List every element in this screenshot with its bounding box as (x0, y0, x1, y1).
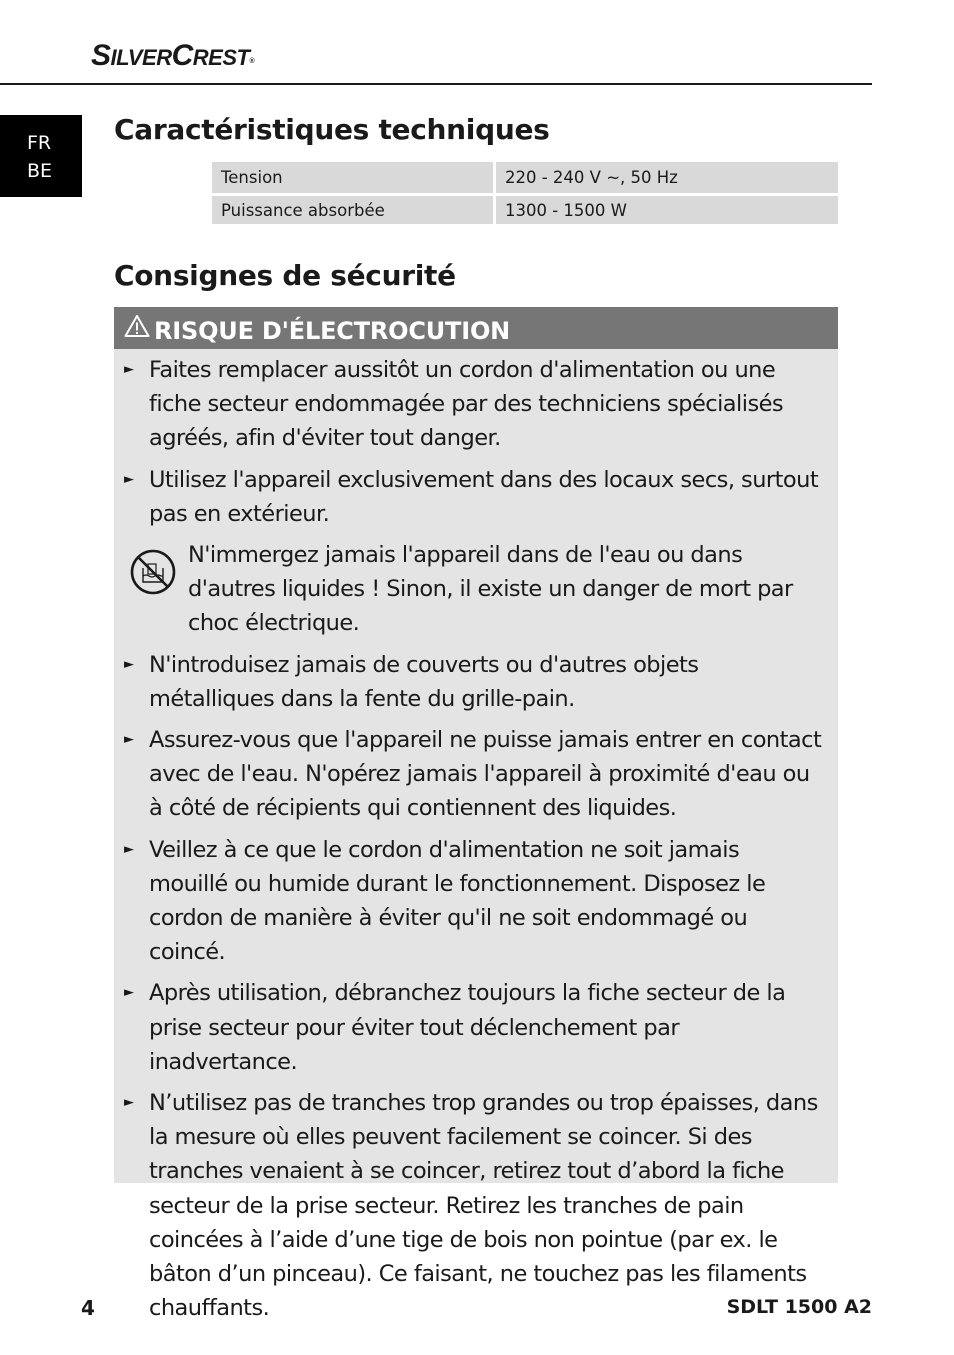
brand-crest: REST (192, 45, 250, 70)
list-item (122, 833, 824, 970)
table-row (212, 162, 838, 193)
list-item-text: N'introduisez jamais de couverts ou d'autres objets métalliques dans la fente du grille-pain. (149, 651, 699, 712)
list-item (122, 1086, 824, 1325)
warning-triangle-icon (124, 314, 150, 338)
page-number: 4 (81, 1296, 95, 1320)
warning-header (114, 307, 838, 349)
brand-logo (91, 38, 254, 76)
list-item-text: Faites remplacer aussitôt un cordon d'alimentation ou une fiche secteur endommagée par des techniciens spécialisés agréés, afin d'éviter tout danger. (149, 357, 784, 452)
tech-specs-table (212, 162, 838, 224)
list-item (122, 976, 824, 1079)
list-item-text: N'immergez jamais l'appareil dans de l'eau ou dans d'autres liquides ! Sinon, il existe un danger de mort par choc électrique. (188, 542, 793, 637)
list-item (122, 538, 824, 641)
brand-letter-s: S (91, 39, 111, 72)
spec-value: 1300 - 1500 W (496, 193, 838, 224)
bullet-arrow-icon: ► (124, 471, 134, 487)
brand-registered-mark: ® (249, 58, 255, 65)
language-code-fr: FR (27, 132, 52, 154)
spec-label: Puissance absorbée (212, 193, 496, 224)
language-code-be: BE (27, 160, 53, 182)
bullet-arrow-icon: ► (124, 1095, 134, 1111)
language-tab (0, 115, 82, 197)
brand-letter-c: C (171, 39, 193, 72)
model-number: SDLT 1500 A2 (726, 1296, 872, 1318)
table-row (212, 193, 838, 224)
spec-value: 220 - 240 V ~, 50 Hz (496, 162, 838, 193)
bullet-arrow-icon: ► (124, 985, 134, 1001)
warning-title: RISQUE D'ÉLECTROCUTION (154, 316, 511, 345)
safety-heading: Consignes de sécurité (114, 259, 456, 292)
list-item (122, 353, 824, 456)
header-divider (0, 83, 872, 85)
spec-label: Tension (212, 162, 496, 193)
list-item-text: N’utilisez pas de tranches trop grandes ou trop épaisses, dans la mesure où elles peuvent facilement se coincer. Si des tranches venaient à se coincer, retirez tout d’abord la fiche secteur de la prise secteur. Retirez les tranches de pain coincées à l’aide d’une tige de bois non pointue (par ex. le bâton d’un pinceau). Ce faisant, ne touchez pas les filaments chauffants. (149, 1090, 818, 1322)
list-item (122, 723, 824, 826)
list-item-text: Assurez-vous que l'appareil ne puisse jamais entrer en contact avec de l'eau. N'opérez jamais l'appareil à proximité d'eau ou à côté de récipients qui contiennent des liquides. (149, 727, 822, 822)
brand-silver: ILVER (110, 45, 172, 70)
list-item (122, 463, 824, 531)
bullet-arrow-icon: ► (124, 841, 134, 857)
no-immersion-icon (129, 548, 177, 596)
list-item-text: Utilisez l'appareil exclusivement dans des locaux secs, surtout pas en extérieur. (149, 466, 819, 527)
list-item-text: Veillez à ce que le cordon d'alimentation ne soit jamais mouillé ou humide durant le fonctionnement. Disposez le cordon de manière à éviter qu'il ne soit endommagé ou coincé. (149, 836, 766, 966)
list-item-text: Après utilisation, débranchez toujours la fiche secteur de la prise secteur pour éviter tout déclenchement par inadvertance. (149, 980, 786, 1075)
bullet-arrow-icon: ► (124, 732, 134, 748)
list-item (122, 648, 824, 716)
bullet-arrow-icon: ► (124, 362, 134, 377)
tech-specs-heading: Caractéristiques techniques (114, 113, 550, 146)
bullet-arrow-icon: ► (124, 656, 134, 672)
